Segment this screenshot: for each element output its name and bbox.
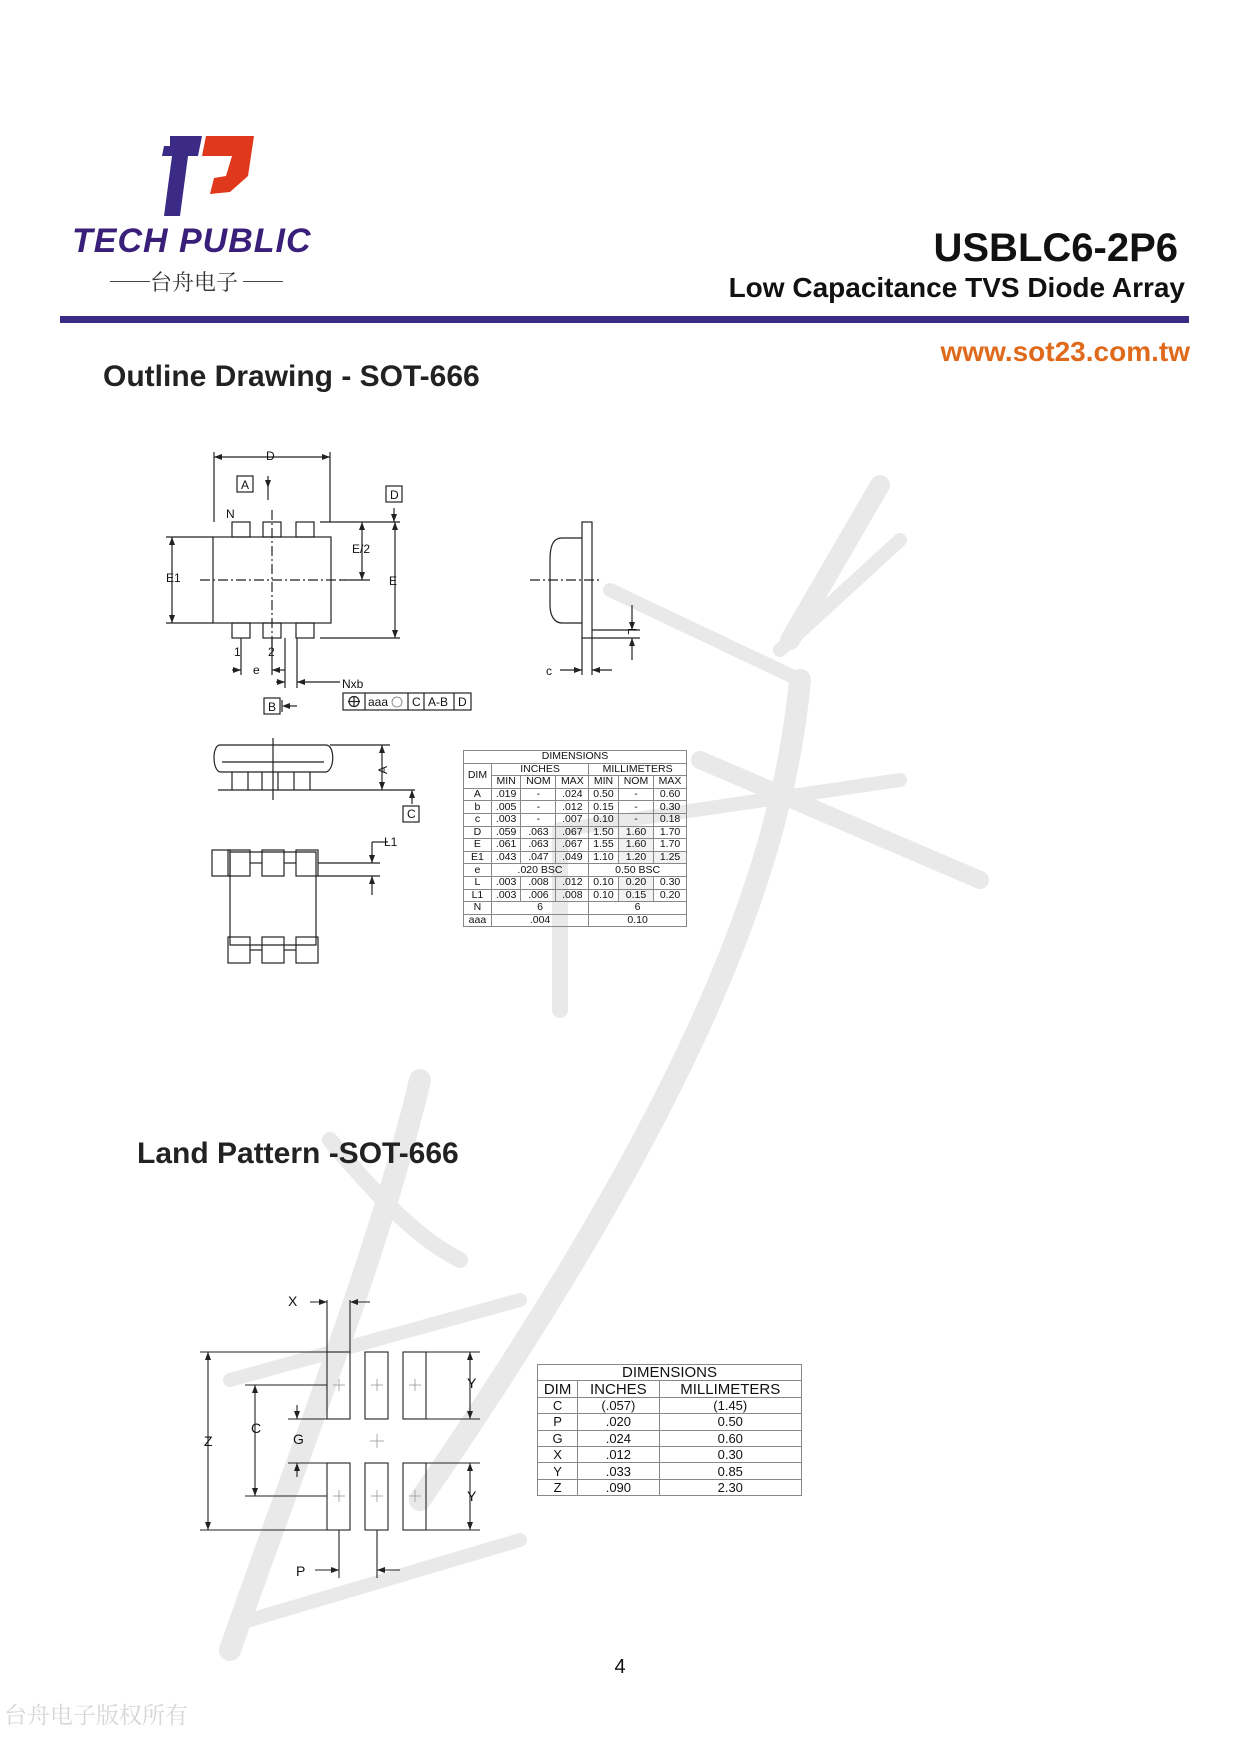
cell: 0.50 (589, 788, 619, 801)
cell: .090 (578, 1479, 659, 1495)
cell: 0.10 (589, 914, 687, 927)
table-title: DIMENSIONS (538, 1365, 802, 1381)
cell: 1.20 (618, 851, 653, 864)
subtitle: Low Capacitance TVS Diode Array (728, 272, 1185, 303)
label-A: A (241, 478, 250, 492)
group-inches: INCHES (491, 763, 588, 776)
table-row (464, 839, 687, 852)
cell: C (538, 1397, 578, 1413)
cell: .006 (521, 889, 556, 902)
cell: 0.50 (659, 1414, 801, 1430)
label-G: G (293, 1431, 304, 1447)
brand-name: TECH PUBLIC (72, 222, 312, 260)
header-rule (60, 316, 1189, 323)
cell: aaa (464, 914, 492, 927)
col-inches: INCHES (578, 1381, 659, 1397)
cell: 1.10 (589, 851, 619, 864)
cell: - (521, 813, 556, 826)
label-E2: E/2 (352, 542, 371, 556)
table-row (538, 1446, 802, 1462)
table-row (464, 826, 687, 839)
cell: (1.45) (659, 1397, 801, 1413)
label-L: L (625, 628, 639, 635)
sub-nom-mm: NOM (618, 776, 653, 789)
cell: 0.30 (654, 801, 687, 814)
label-E: E (389, 574, 398, 588)
cell: 1.70 (654, 826, 687, 839)
fcf-A-B: A-B (428, 695, 449, 709)
label-A-side: A (376, 765, 390, 774)
label-pin1: 1 (234, 645, 241, 659)
label-D-box: D (390, 488, 399, 502)
label-B: B (268, 700, 277, 714)
cell: .024 (578, 1430, 659, 1446)
cell: - (618, 813, 653, 826)
cell: .012 (556, 876, 589, 889)
cell: 1.60 (618, 826, 653, 839)
cell: .004 (491, 914, 588, 927)
copyright-text: 台舟电子版权所有 (4, 1703, 188, 1729)
cell: (.057) (578, 1397, 659, 1413)
table-row (464, 851, 687, 864)
table-row (464, 813, 687, 826)
label-P: P (296, 1563, 306, 1579)
cell: 1.50 (589, 826, 619, 839)
tech-public-logo-icon (158, 132, 254, 218)
cell: - (618, 801, 653, 814)
fcf-C: C (412, 695, 421, 709)
sub-nom-in: NOM (521, 776, 556, 789)
cell: .059 (491, 826, 521, 839)
label-C-box: C (407, 807, 416, 821)
cell: .008 (521, 876, 556, 889)
cell: .049 (556, 851, 589, 864)
cell: - (521, 788, 556, 801)
label-Y-bottom: Y (467, 1488, 477, 1504)
cell: .033 (578, 1463, 659, 1479)
cell: .007 (556, 813, 589, 826)
cell: - (521, 801, 556, 814)
cell: .003 (491, 876, 521, 889)
cell: D (464, 826, 492, 839)
cell: X (538, 1446, 578, 1462)
cell: .005 (491, 801, 521, 814)
brand-cn: 台舟电子 (150, 271, 239, 296)
table-row (538, 1430, 802, 1446)
cell: P (538, 1414, 578, 1430)
cell: Y (538, 1463, 578, 1479)
cell: .047 (521, 851, 556, 864)
cell: G (538, 1430, 578, 1446)
label-N: N (226, 507, 235, 521)
website-link[interactable]: www.sot23.com.tw (940, 336, 1190, 367)
label-Nxb: Nxb (342, 677, 364, 691)
label-c: c (546, 664, 552, 678)
brand-cn-line-right (243, 281, 283, 282)
cell: 1.25 (654, 851, 687, 864)
label-pin2: 2 (268, 645, 275, 659)
cell: 0.30 (659, 1446, 801, 1462)
part-number: USBLC6-2P6 (933, 226, 1178, 270)
sub-max-in: MAX (556, 776, 589, 789)
cell: Z (538, 1479, 578, 1495)
cell: 0.50 BSC (589, 864, 687, 877)
cell: 6 (589, 902, 687, 915)
cell: 1.60 (618, 839, 653, 852)
cell: .019 (491, 788, 521, 801)
cell: 0.30 (654, 876, 687, 889)
cell: .063 (521, 839, 556, 852)
sub-max-mm: MAX (654, 776, 687, 789)
cell: 6 (491, 902, 588, 915)
table-row (538, 1414, 802, 1430)
label-C: C (251, 1420, 262, 1436)
cell: 0.15 (618, 889, 653, 902)
table-row (464, 876, 687, 889)
cell: .067 (556, 826, 589, 839)
sub-min-in: MIN (491, 776, 521, 789)
cell: L1 (464, 889, 492, 902)
cell: 0.15 (589, 801, 619, 814)
cell: .003 (491, 889, 521, 902)
cell: N (464, 902, 492, 915)
cell: 0.18 (654, 813, 687, 826)
table-row (464, 864, 687, 877)
cell: E1 (464, 851, 492, 864)
cell: .012 (556, 801, 589, 814)
cell: .061 (491, 839, 521, 852)
cell: 1.70 (654, 839, 687, 852)
table-row (538, 1397, 802, 1413)
table-row (538, 1463, 802, 1479)
cell: A (464, 788, 492, 801)
page-number: 4 (614, 1656, 626, 1678)
cell: .067 (556, 839, 589, 852)
group-mm: MILLIMETERS (589, 763, 687, 776)
cell: E (464, 839, 492, 852)
table-row (538, 1479, 802, 1495)
label-E1: E1 (166, 571, 181, 585)
cell: 0.10 (589, 889, 619, 902)
cell: .020 BSC (491, 864, 588, 877)
cell: .003 (491, 813, 521, 826)
cell: - (618, 788, 653, 801)
sub-min-mm: MIN (589, 776, 619, 789)
label-e: e (253, 663, 260, 677)
land-pattern-title: Land Pattern -SOT-666 (137, 1137, 459, 1170)
cell: 0.60 (659, 1430, 801, 1446)
table-row (464, 801, 687, 814)
cell: 0.20 (654, 889, 687, 902)
cell: 0.60 (654, 788, 687, 801)
cell: .063 (521, 826, 556, 839)
cell: .043 (491, 851, 521, 864)
cell: 1.55 (589, 839, 619, 852)
cell: 2.30 (659, 1479, 801, 1495)
col-dim: DIM (464, 763, 492, 788)
cell: L (464, 876, 492, 889)
cell: 0.10 (589, 813, 619, 826)
label-X: X (288, 1293, 298, 1309)
land-dimensions-table (537, 1364, 802, 1496)
cell: 0.10 (589, 876, 619, 889)
table-row (464, 788, 687, 801)
cell: 0.20 (618, 876, 653, 889)
land-pattern-drawing (190, 1280, 490, 1590)
col-dim: DIM (538, 1381, 578, 1397)
cell: .020 (578, 1414, 659, 1430)
table-title: DIMENSIONS (464, 751, 687, 764)
cell: .012 (578, 1446, 659, 1462)
cell: e (464, 864, 492, 877)
table-row (464, 914, 687, 927)
cell: c (464, 813, 492, 826)
cell: b (464, 801, 492, 814)
outline-dimensions-table (463, 750, 687, 927)
table-row (464, 889, 687, 902)
cell: .024 (556, 788, 589, 801)
cell: .008 (556, 889, 589, 902)
label-Z: Z (204, 1433, 213, 1449)
fcf-aaa: aaa (368, 695, 389, 709)
cell: 0.85 (659, 1463, 801, 1479)
label-L1: L1 (384, 835, 398, 849)
label-D: D (266, 449, 275, 463)
brand-cn-line-left (110, 281, 150, 282)
col-mm: MILLIMETERS (659, 1381, 801, 1397)
table-row (464, 902, 687, 915)
outline-title: Outline Drawing - SOT-666 (103, 360, 480, 393)
fcf-D: D (458, 695, 467, 709)
label-Y-top: Y (467, 1375, 477, 1391)
